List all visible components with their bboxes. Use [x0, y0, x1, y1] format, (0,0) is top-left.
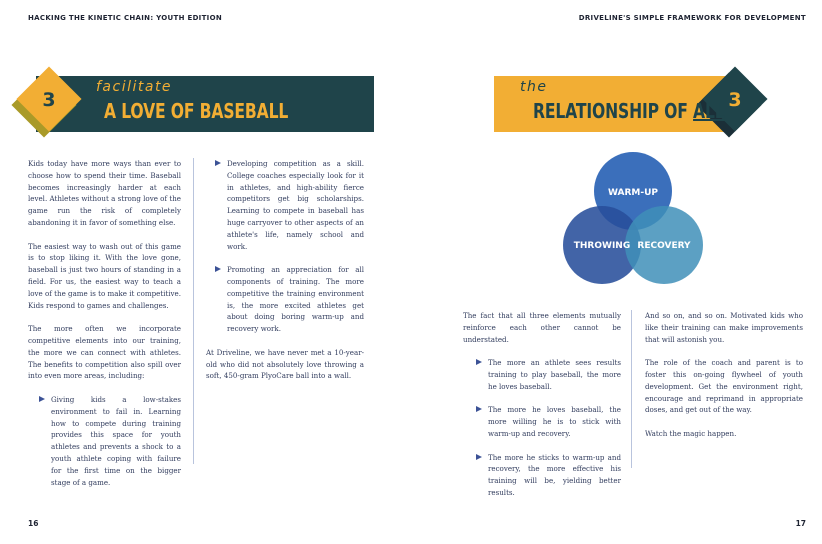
page-number-right: 17 [795, 519, 806, 528]
paragraph: The easiest way to wash out of this game is to stop liking it. With the love gone, baseball is just two hours of standing in a field. For us, the easiest way to teach a love of the game is to make it competitive. Kids respond to games and challenges. [28, 241, 182, 310]
left-title-big: A LOVE OF BASEBALL [104, 99, 289, 123]
paragraph: At Driveline, we have never met a 10-year-old who did not absolutely love throwing a soft, 450-gram PlyoCare ball into a wall. [206, 347, 364, 381]
running-header-left: HACKING THE KINETIC CHAIN: YOUTH EDITION [28, 14, 222, 22]
right-column-2 [645, 310, 803, 452]
left-badge-number: 3 [42, 89, 56, 111]
running-header-right: DRIVELINE'S SIMPLE FRAMEWORK FOR DEVELOPMENT [578, 14, 806, 22]
bullet-item [36, 394, 181, 488]
venn-label-throwing: THROWING [573, 241, 631, 251]
paragraph: The more often we incorporate competitive elements into our training, the more we can connect with athletes. The benefits to competition also spill over into even more areas, including: [28, 324, 181, 381]
paragraph: The role of the coach and parent is to foster this on-going flywheel of youth development. Get the environment right, encourage and reprimand in appropriate doses, and get out of the way. [645, 358, 803, 415]
column-divider [631, 310, 632, 468]
bullet-item [473, 404, 621, 439]
bullet-text: Giving kids a low-stakes environment to fail in. Learning how to compete during training provides this space for youth athletes and prevents a shock to a youth athlete coping with failure for the first time on the bigger stage of a game. [51, 394, 181, 487]
paragraph: And so on, and so on. Motivated kids who like their training can make improvements that will astonish you. [645, 311, 803, 344]
bullet-item [473, 452, 621, 499]
venn-label-warm-up: WARM-UP [607, 188, 659, 198]
right-title-small: the [520, 79, 548, 95]
right-badge-number: 3 [728, 89, 742, 111]
bullet-text: Promoting an appreciation for all components of training. The more competitive the training environment is, the more excited athletes get about doing boring warm-up and recovery work. [227, 265, 364, 334]
page-number-left: 16 [28, 519, 39, 528]
bullet-text: Developing competition as a skill. College coaches especially look for it in athletes, and high-ability fierce competitors get big scholarships. Learning to compete in baseball has huge carryover to other aspects of an athlete's life, namely school and work. [227, 159, 364, 251]
paragraph: The fact that all three elements mutually reinforce each other cannot be understated. [463, 311, 621, 344]
left-column-2 [206, 158, 364, 394]
bullet-item [212, 264, 364, 335]
bullet-text: The more he sticks to warm-up and recovery, the more effective his training will be, yielding better results. [488, 452, 621, 497]
left-title-small: facilitate [96, 79, 173, 95]
bullet-text: The more he loves baseball, the more willing he is to stick with warm-up and recovery. [488, 405, 621, 438]
venn-label-recovery: RECOVERY [637, 241, 691, 251]
paragraph: Watch the magic happen. [645, 428, 737, 438]
venn-diagram [556, 148, 716, 288]
right-title-big-underlined: ALL [693, 99, 725, 123]
bullet-item [473, 357, 621, 392]
right-title-big-part1: RELATIONSHIP OF [533, 99, 694, 123]
right-title-big [533, 99, 725, 123]
left-column-1 [28, 158, 181, 500]
bullet-text: The more an athlete sees results training to play baseball, the more he loves baseball. [488, 358, 621, 391]
right-column-1 [463, 310, 621, 511]
bullet-item [212, 158, 364, 252]
paragraph: Kids today have more ways than ever to choose how to spend their time. Baseball becomes increasingly harder at each level. Athletes without a strong love of the game run the risk of completely abandoning it in favor of something else. [28, 159, 181, 227]
column-divider [193, 158, 194, 464]
